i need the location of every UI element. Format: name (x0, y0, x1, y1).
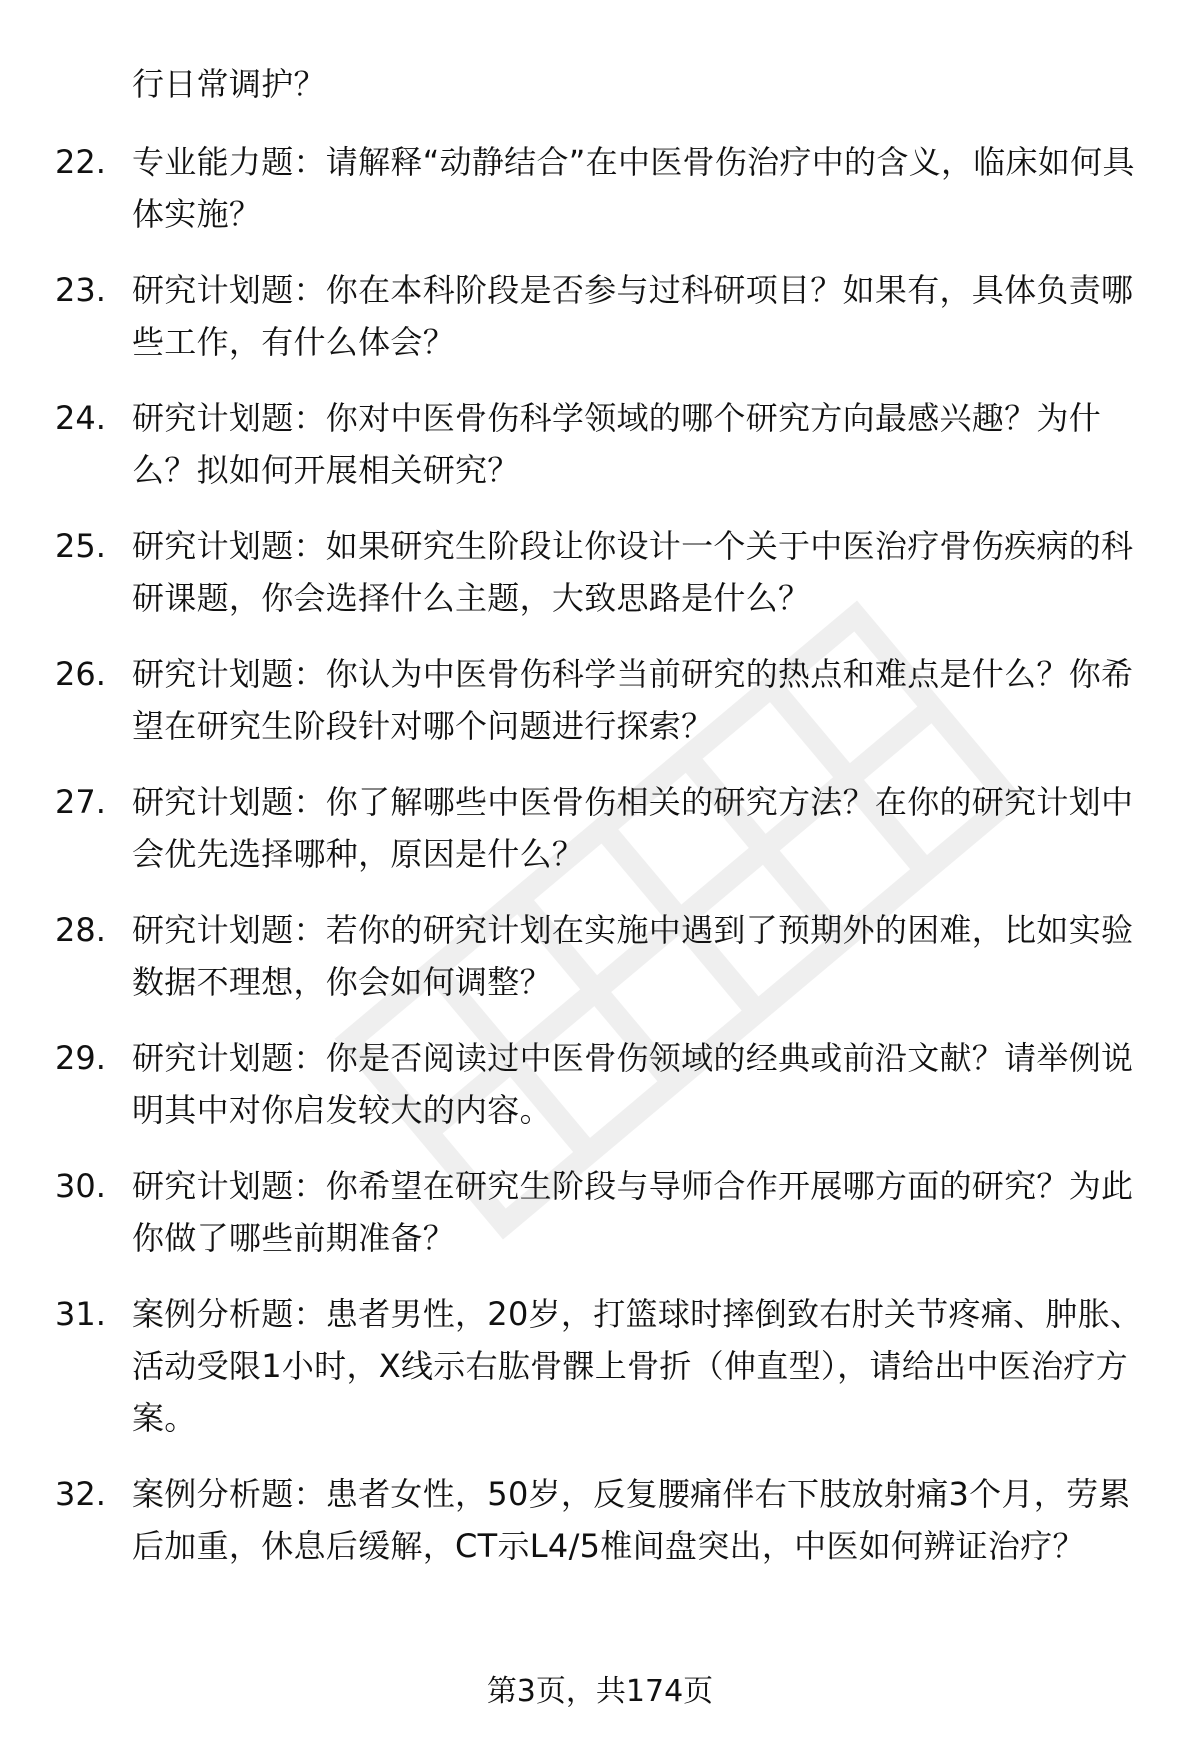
item-number: 24. (55, 399, 106, 437)
item-number: 28. (55, 911, 106, 949)
item-text: 研究计划题：你是否阅读过中医骨伤领域的经典或前沿文献？请举例说明其中对你启发较大的内容。 (132, 1039, 1134, 1129)
item-text: 研究计划题：如果研究生阶段让你设计一个关于中医治疗骨伤疾病的科研课题，你会选择什么主题，大致思路是什么？ (132, 527, 1134, 617)
item-text: 研究计划题：你在本科阶段是否参与过科研项目？如果有，具体负责哪些工作，有什么体会？ (132, 271, 1134, 361)
list-item (55, 1032, 1155, 1136)
item-number: 22. (55, 143, 106, 181)
item-number: 29. (55, 1039, 106, 1077)
item-number: 26. (55, 655, 106, 693)
list-item (55, 264, 1155, 368)
item-number: 31. (55, 1295, 106, 1333)
item-text: 案例分析题：患者女性，50岁，反复腰痛伴右下肢放射痛3个月，劳累后加重，休息后缓解，CT示L4/5椎间盘突出，中医如何辨证治疗？ (132, 1475, 1131, 1565)
item-text: 研究计划题：你希望在研究生阶段与导师合作开展哪方面的研究？为此你做了哪些前期准备？ (132, 1167, 1134, 1257)
item-text: 行日常调护？ (132, 65, 326, 103)
list-item (55, 1288, 1155, 1444)
item-text: 专业能力题：请解释“动静结合”在中医骨伤治疗中的含义，临床如何具体实施？ (132, 143, 1135, 233)
item-text: 研究计划题：若你的研究计划在实施中遇到了预期外的困难，比如实验数据不理想，你会如何调整？ (132, 911, 1134, 1001)
item-text: 研究计划题：你了解哪些中医骨伤相关的研究方法？在你的研究计划中会优先选择哪种，原因是什么？ (132, 783, 1134, 873)
list-item (55, 1468, 1155, 1572)
list-item (55, 58, 1155, 110)
list-item (55, 1160, 1155, 1264)
list-item (55, 392, 1155, 496)
item-text: 研究计划题：你对中医骨伤科学领域的哪个研究方向最感兴趣？为什么？拟如何开展相关研究？ (132, 399, 1102, 489)
item-number: 23. (55, 271, 106, 309)
item-number: 25. (55, 527, 106, 565)
item-text: 案例分析题：患者男性，20岁，打篮球时摔倒致右肘关节疼痛、肿胀、活动受限1小时，X线示右肱骨髁上骨折（伸直型），请给出中医治疗方案。 (132, 1295, 1143, 1437)
list-item (55, 520, 1155, 624)
page-footer: 第3页，共174页 (486, 1674, 714, 1709)
list-item (55, 904, 1155, 1008)
item-number: 32. (55, 1475, 106, 1513)
item-number: 27. (55, 783, 106, 821)
list-item (55, 136, 1155, 240)
list-item (55, 776, 1155, 880)
item-number: 30. (55, 1167, 106, 1205)
question-list (55, 58, 1155, 1596)
list-item (55, 648, 1155, 752)
item-text: 研究计划题：你认为中医骨伤科学当前研究的热点和难点是什么？你希望在研究生阶段针对哪个问题进行探索？ (132, 655, 1134, 745)
